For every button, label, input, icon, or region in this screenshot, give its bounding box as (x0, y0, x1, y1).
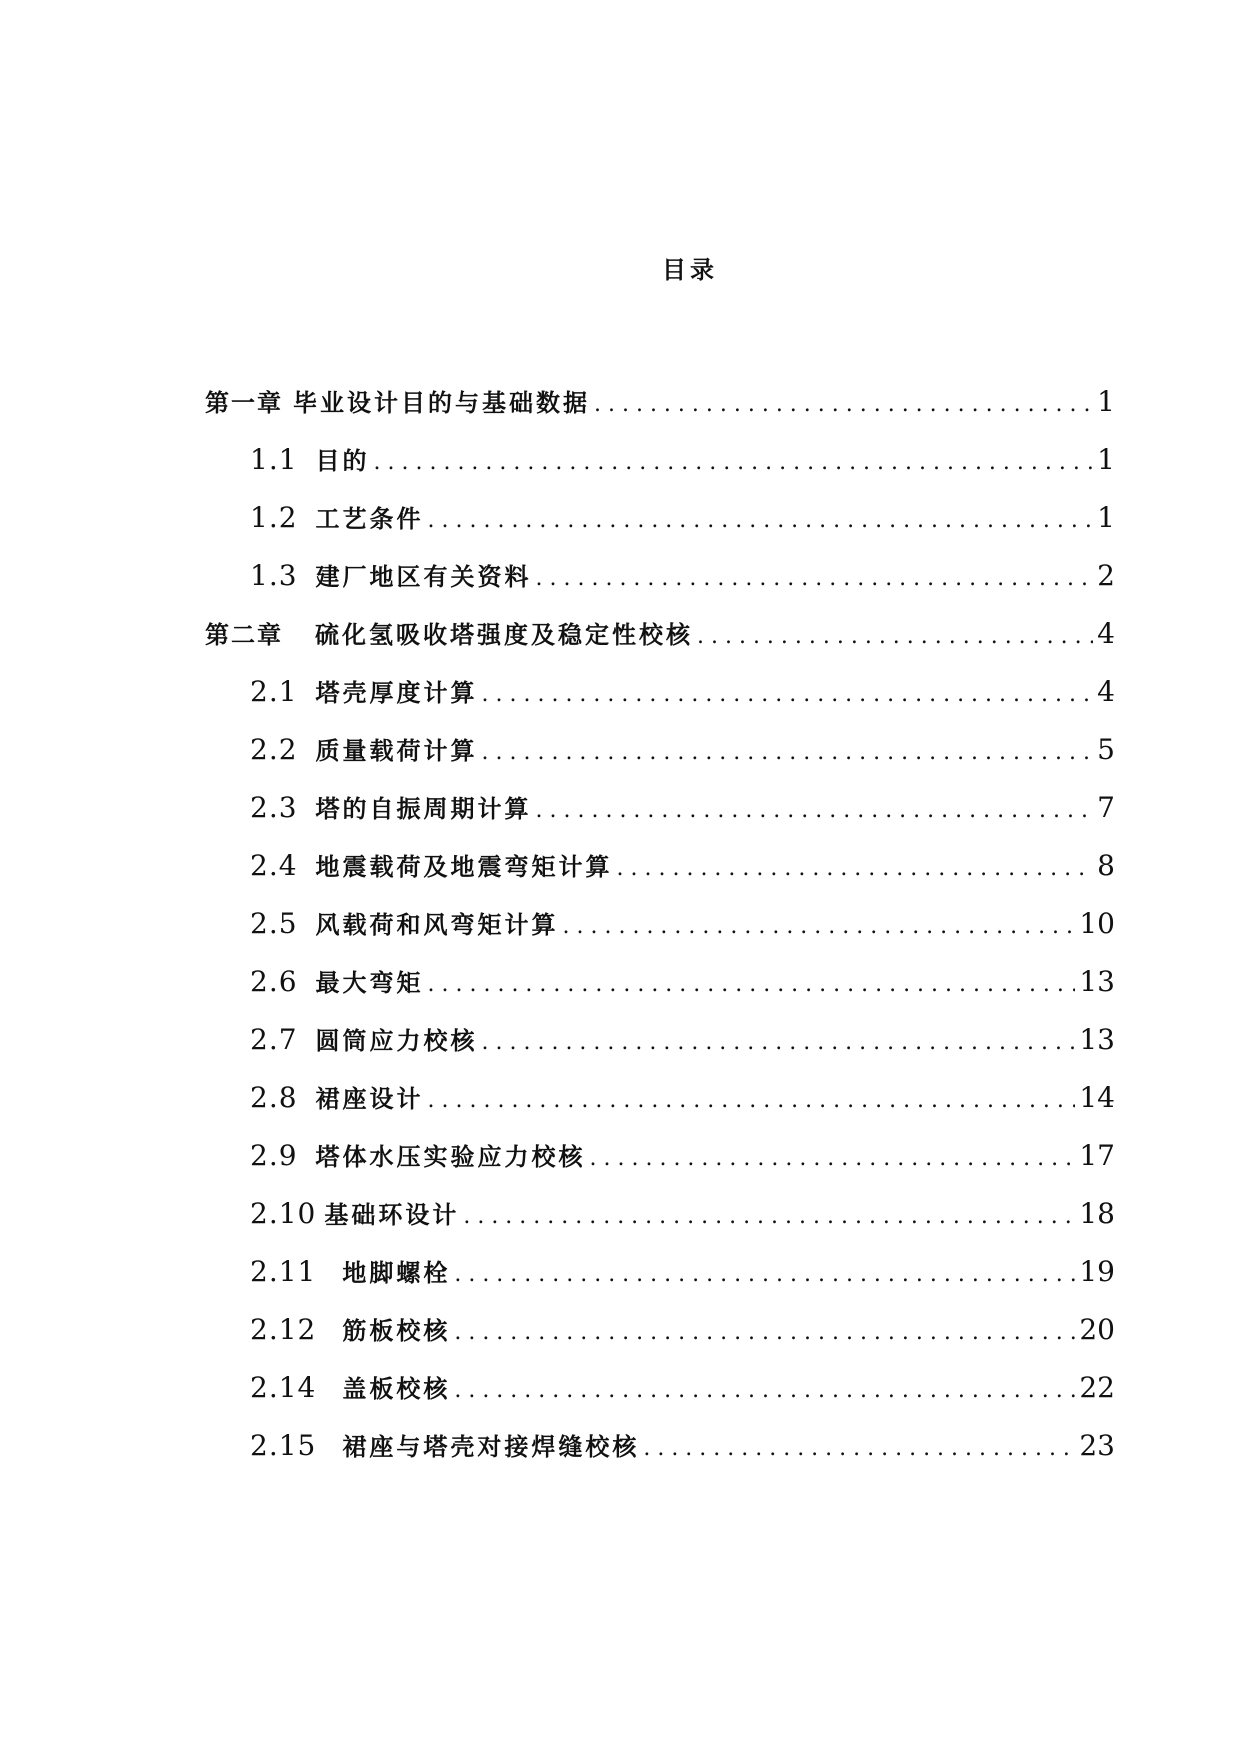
dot-leader (463, 1195, 1075, 1239)
entry-page-number: 19 (1079, 1255, 1115, 1288)
entry-title: 地震载荷及地震弯矩计算 (315, 853, 613, 881)
entry-number: 2.11 (250, 1255, 317, 1288)
entry-page-number: 7 (1097, 791, 1115, 824)
entry-number: 2.4 (250, 849, 298, 882)
dot-leader (617, 847, 1094, 891)
entry-number: 1.1 (250, 443, 298, 476)
entry-number: 2.6 (250, 965, 298, 998)
entry-number: 2.10 (250, 1197, 317, 1230)
entry-title: 裙座与塔壳对接焊缝校核 (342, 1433, 640, 1461)
dot-leader (454, 1253, 1075, 1297)
dot-leader (374, 441, 1094, 485)
entry-title: 基础环设计 (324, 1201, 460, 1229)
toc-entry-2-10[interactable] (250, 1192, 1115, 1236)
entry-title: 裙座设计 (315, 1085, 424, 1113)
toc-entry-2-8[interactable] (250, 1076, 1115, 1120)
entry-title: 最大弯矩 (315, 969, 424, 997)
entry-number: 2.14 (250, 1371, 317, 1404)
toc-entry-2-15[interactable] (250, 1424, 1115, 1468)
dot-leader (428, 499, 1094, 543)
entry-title: 塔壳厚度计算 (315, 679, 478, 707)
dot-leader (536, 789, 1094, 833)
entry-page-number: 13 (1079, 1023, 1115, 1056)
entry-title: 风载荷和风弯矩计算 (315, 911, 559, 939)
dot-leader (563, 905, 1076, 949)
entry-title: 圆筒应力校核 (315, 1027, 478, 1055)
dot-leader (590, 1137, 1076, 1181)
entry-number: 1.2 (250, 501, 298, 534)
entry-number: 第二章 (205, 621, 283, 649)
entry-title: 工艺条件 (315, 505, 424, 533)
dot-leader (482, 731, 1094, 775)
toc-entry-2-5[interactable] (250, 902, 1115, 946)
toc-entry-1-2[interactable] (250, 496, 1115, 540)
entry-title: 塔体水压实验应力校核 (315, 1143, 586, 1171)
entry-title: 盖板校核 (342, 1375, 451, 1403)
entry-page-number: 14 (1079, 1081, 1115, 1114)
entry-number: 2.7 (250, 1023, 298, 1056)
toc-entry-2-9[interactable] (250, 1134, 1115, 1178)
entry-number: 2.3 (250, 791, 298, 824)
entry-number: 2.8 (250, 1081, 298, 1114)
dot-leader (428, 1079, 1076, 1123)
toc-title: 目录 (662, 256, 718, 284)
dot-leader (643, 1427, 1075, 1471)
entry-number: 第一章 (205, 389, 283, 417)
entry-number: 2.15 (250, 1429, 317, 1462)
toc-entry-chapter-2[interactable] (205, 612, 1115, 656)
entry-title: 建厂地区有关资料 (315, 563, 532, 591)
toc-entry-2-12[interactable] (250, 1308, 1115, 1352)
toc-entry-2-6[interactable] (250, 960, 1115, 1004)
toc-entry-2-7[interactable] (250, 1018, 1115, 1062)
dot-leader (697, 615, 1093, 659)
entry-page-number: 20 (1079, 1313, 1115, 1346)
entry-page-number: 1 (1097, 385, 1115, 418)
entry-number: 1.3 (250, 559, 298, 592)
entry-title: 硫化氢吸收塔强度及稳定性校核 (315, 621, 693, 649)
toc-entry-2-1[interactable] (250, 670, 1115, 714)
entry-page-number: 1 (1097, 501, 1115, 534)
entry-page-number: 22 (1079, 1371, 1115, 1404)
entry-page-number: 23 (1079, 1429, 1115, 1462)
entry-page-number: 4 (1097, 675, 1115, 708)
entry-title: 筋板校核 (342, 1317, 451, 1345)
entry-page-number: 8 (1097, 849, 1115, 882)
entry-title: 目的 (315, 447, 370, 475)
entry-page-number: 2 (1097, 559, 1115, 592)
entry-number: 2.1 (250, 675, 298, 708)
toc-entry-2-11[interactable] (250, 1250, 1115, 1294)
entry-page-number: 18 (1079, 1197, 1115, 1230)
entry-title: 毕业设计目的与基础数据 (293, 389, 590, 417)
toc-entry-chapter-1[interactable] (205, 380, 1115, 424)
entry-number: 2.12 (250, 1313, 317, 1346)
dot-leader (482, 1021, 1076, 1065)
dot-leader (454, 1369, 1075, 1413)
entry-page-number: 4 (1097, 617, 1115, 650)
dot-leader (454, 1311, 1075, 1355)
entry-page-number: 1 (1097, 443, 1115, 476)
toc-entry-1-1[interactable] (250, 438, 1115, 482)
entry-page-number: 13 (1079, 965, 1115, 998)
entry-page-number: 10 (1079, 907, 1115, 940)
toc-entry-2-4[interactable] (250, 844, 1115, 888)
entry-page-number: 17 (1079, 1139, 1115, 1172)
entry-number: 2.5 (250, 907, 298, 940)
entry-page-number: 5 (1097, 733, 1115, 766)
entry-number: 2.2 (250, 733, 298, 766)
toc-entry-2-14[interactable] (250, 1366, 1115, 1410)
dot-leader (482, 673, 1094, 717)
toc-entry-2-3[interactable] (250, 786, 1115, 830)
dot-leader (594, 383, 1093, 427)
entry-title: 质量载荷计算 (315, 737, 478, 765)
toc-entry-1-3[interactable] (250, 554, 1115, 598)
toc-entry-2-2[interactable] (250, 728, 1115, 772)
entry-title: 地脚螺栓 (342, 1259, 451, 1287)
entry-number: 2.9 (250, 1139, 298, 1172)
dot-leader (536, 557, 1094, 601)
entry-title: 塔的自振周期计算 (315, 795, 532, 823)
dot-leader (428, 963, 1076, 1007)
